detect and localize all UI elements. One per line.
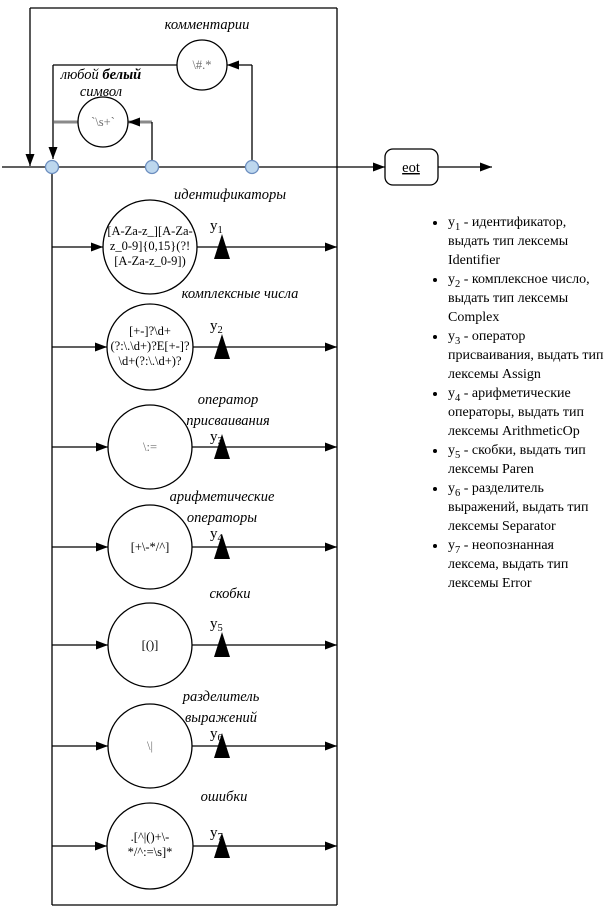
- legend-list: [433, 213, 605, 593]
- token-row-separator: [52, 689, 337, 788]
- complex-label: комплексные числа: [181, 286, 299, 302]
- junction-node-2: [146, 161, 159, 174]
- junction-node-1: [46, 161, 59, 174]
- token-row-error: [52, 789, 337, 889]
- comment-label: комментарии: [164, 17, 250, 33]
- output-label-y4: $y_4$: [210, 526, 223, 544]
- eot-label: eot: [402, 160, 420, 176]
- separator-label-line1: разделитель: [182, 689, 260, 705]
- whitespace-state: [54, 67, 152, 161]
- arithmetic-label-line2: операторы: [186, 510, 258, 526]
- identifiers-regex: [A-Za-z_][A-Za-z_0-9]{0,15}(?! [A-Za-z_0-9]): [107, 224, 193, 268]
- token-row-paren: [52, 586, 337, 687]
- legend-item-y1: • $y_1$ - идентификатор, выдать тип лексемы Identifier: [447, 213, 605, 270]
- whitespace-label-line2: символ: [79, 84, 123, 100]
- paren-label: скобки: [209, 586, 251, 602]
- output-label-y2: $y_2$: [210, 318, 223, 336]
- whitespace-regex: `\s+`: [91, 115, 115, 129]
- output-label-y1: $y_1$: [210, 218, 223, 236]
- whitespace-label-line1: любой белый: [60, 67, 142, 83]
- token-row-complex: [52, 286, 337, 390]
- output-label-y6: $y_6$: [210, 726, 223, 744]
- legend: [433, 213, 605, 593]
- legend-item-y2: • $y_2$ - комплексное число, выдать тип лексемы Complex: [447, 270, 605, 327]
- token-row-assign: [52, 392, 337, 489]
- legend-item-y7: • $y_7$ - неопознанная лексема, выдать тип лексемы Error: [447, 536, 605, 593]
- arithmetic-label-line1: арифметические: [169, 489, 275, 505]
- error-label: ошибки: [200, 789, 248, 805]
- arithmetic-regex: [+\-*/^]: [130, 540, 170, 554]
- complex-regex: [+-]?\d+ (?:\.\d+)?E[+-]? \d+(?:\.\d+)?: [110, 324, 190, 368]
- paren-regex: [()]: [141, 638, 159, 652]
- eot-terminal: [385, 149, 492, 185]
- legend-item-y3: • $y_3$ - оператор присваивания, выдать тип лексемы Assign: [447, 327, 605, 384]
- comment-regex: \#.*: [192, 58, 212, 72]
- separator-regex: \|: [147, 739, 153, 753]
- token-row-identifiers: [52, 187, 337, 294]
- error-regex: .[^|()+\-*/^:=\s]*: [127, 830, 173, 859]
- separator-label-line2: выражений: [184, 710, 258, 726]
- assign-label-line2: присваивания: [186, 413, 270, 429]
- identifiers-label: идентификаторы: [173, 187, 287, 203]
- output-label-y5: $y_5$: [210, 616, 223, 634]
- legend-item-y6: • $y_6$ - разделитель выражений, выдать тип лексемы Separator: [447, 479, 605, 536]
- assign-label-line1: оператор: [197, 392, 259, 408]
- token-row-arithmetic: [52, 489, 337, 589]
- junction-node-3: [246, 161, 259, 174]
- legend-item-y5: • $y_5$ - скобки, выдать тип лексемы Paren: [447, 441, 605, 479]
- output-label-y7: $y_7$: [210, 825, 223, 843]
- assign-regex: \:=: [143, 440, 157, 454]
- legend-item-y4: • $y_4$ - арифметические операторы, выдать тип лексемы ArithmeticOp: [447, 384, 605, 441]
- output-label-y3: $y_3$: [210, 429, 223, 447]
